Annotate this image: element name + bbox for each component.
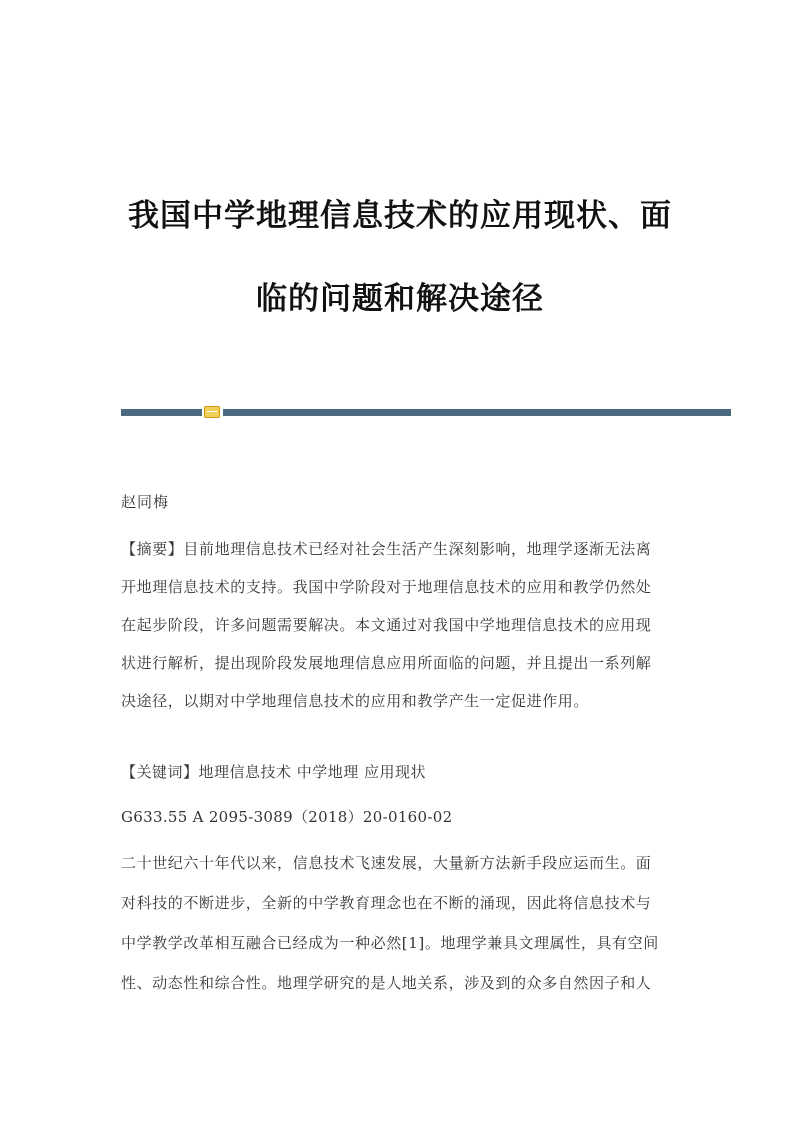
body-line: 性、动态性和综合性。地理学研究的是人地关系，涉及到的众多自然因子和人 xyxy=(121,974,652,992)
title-divider-right xyxy=(223,409,731,416)
abstract-line: 【摘要】目前地理信息技术已经对社会生活产生深刻影响，地理学逐渐无法离 xyxy=(121,540,652,558)
abstract-line: 决途径，以期对中学地理信息技术的应用和教学产生一定促进作用。 xyxy=(121,692,590,710)
abstract-line: 在起步阶段，许多问题需要解决。本文通过对我国中学地理信息技术的应用现 xyxy=(121,616,652,634)
body-line: 中学教学改革相互融合已经成为一种必然[1]。地理学兼具文理属性，具有空间 xyxy=(121,934,659,952)
author-name: 赵同梅 xyxy=(121,493,170,511)
body-line: 对科技的不断进步，全新的中学教育理念也在不断的涌现，因此将信息技术与 xyxy=(121,894,652,912)
document-icon xyxy=(204,406,220,418)
keywords: 【关键词】地理信息技术 中学地理 应用现状 xyxy=(121,763,427,781)
abstract-block xyxy=(121,538,681,728)
title-line-1: 我国中学地理信息技术的应用现状、面 xyxy=(128,198,672,234)
abstract-line: 状进行解析，提出现阶段发展地理信息应用所面临的问题，并且提出一系列解 xyxy=(121,654,652,672)
classification-code: G633.55 A 2095-3089（2018）20-0160-02 xyxy=(121,808,453,826)
title-divider-left xyxy=(121,409,202,416)
title-line-2: 临的问题和解决途径 xyxy=(256,281,544,317)
body-paragraph xyxy=(121,852,681,1012)
body-line: 二十世纪六十年代以来，信息技术飞速发展，大量新方法新手段应运而生。面 xyxy=(121,854,652,872)
abstract-line: 开地理信息技术的支持。我国中学阶段对于地理信息技术的应用和教学仍然处 xyxy=(121,578,652,596)
